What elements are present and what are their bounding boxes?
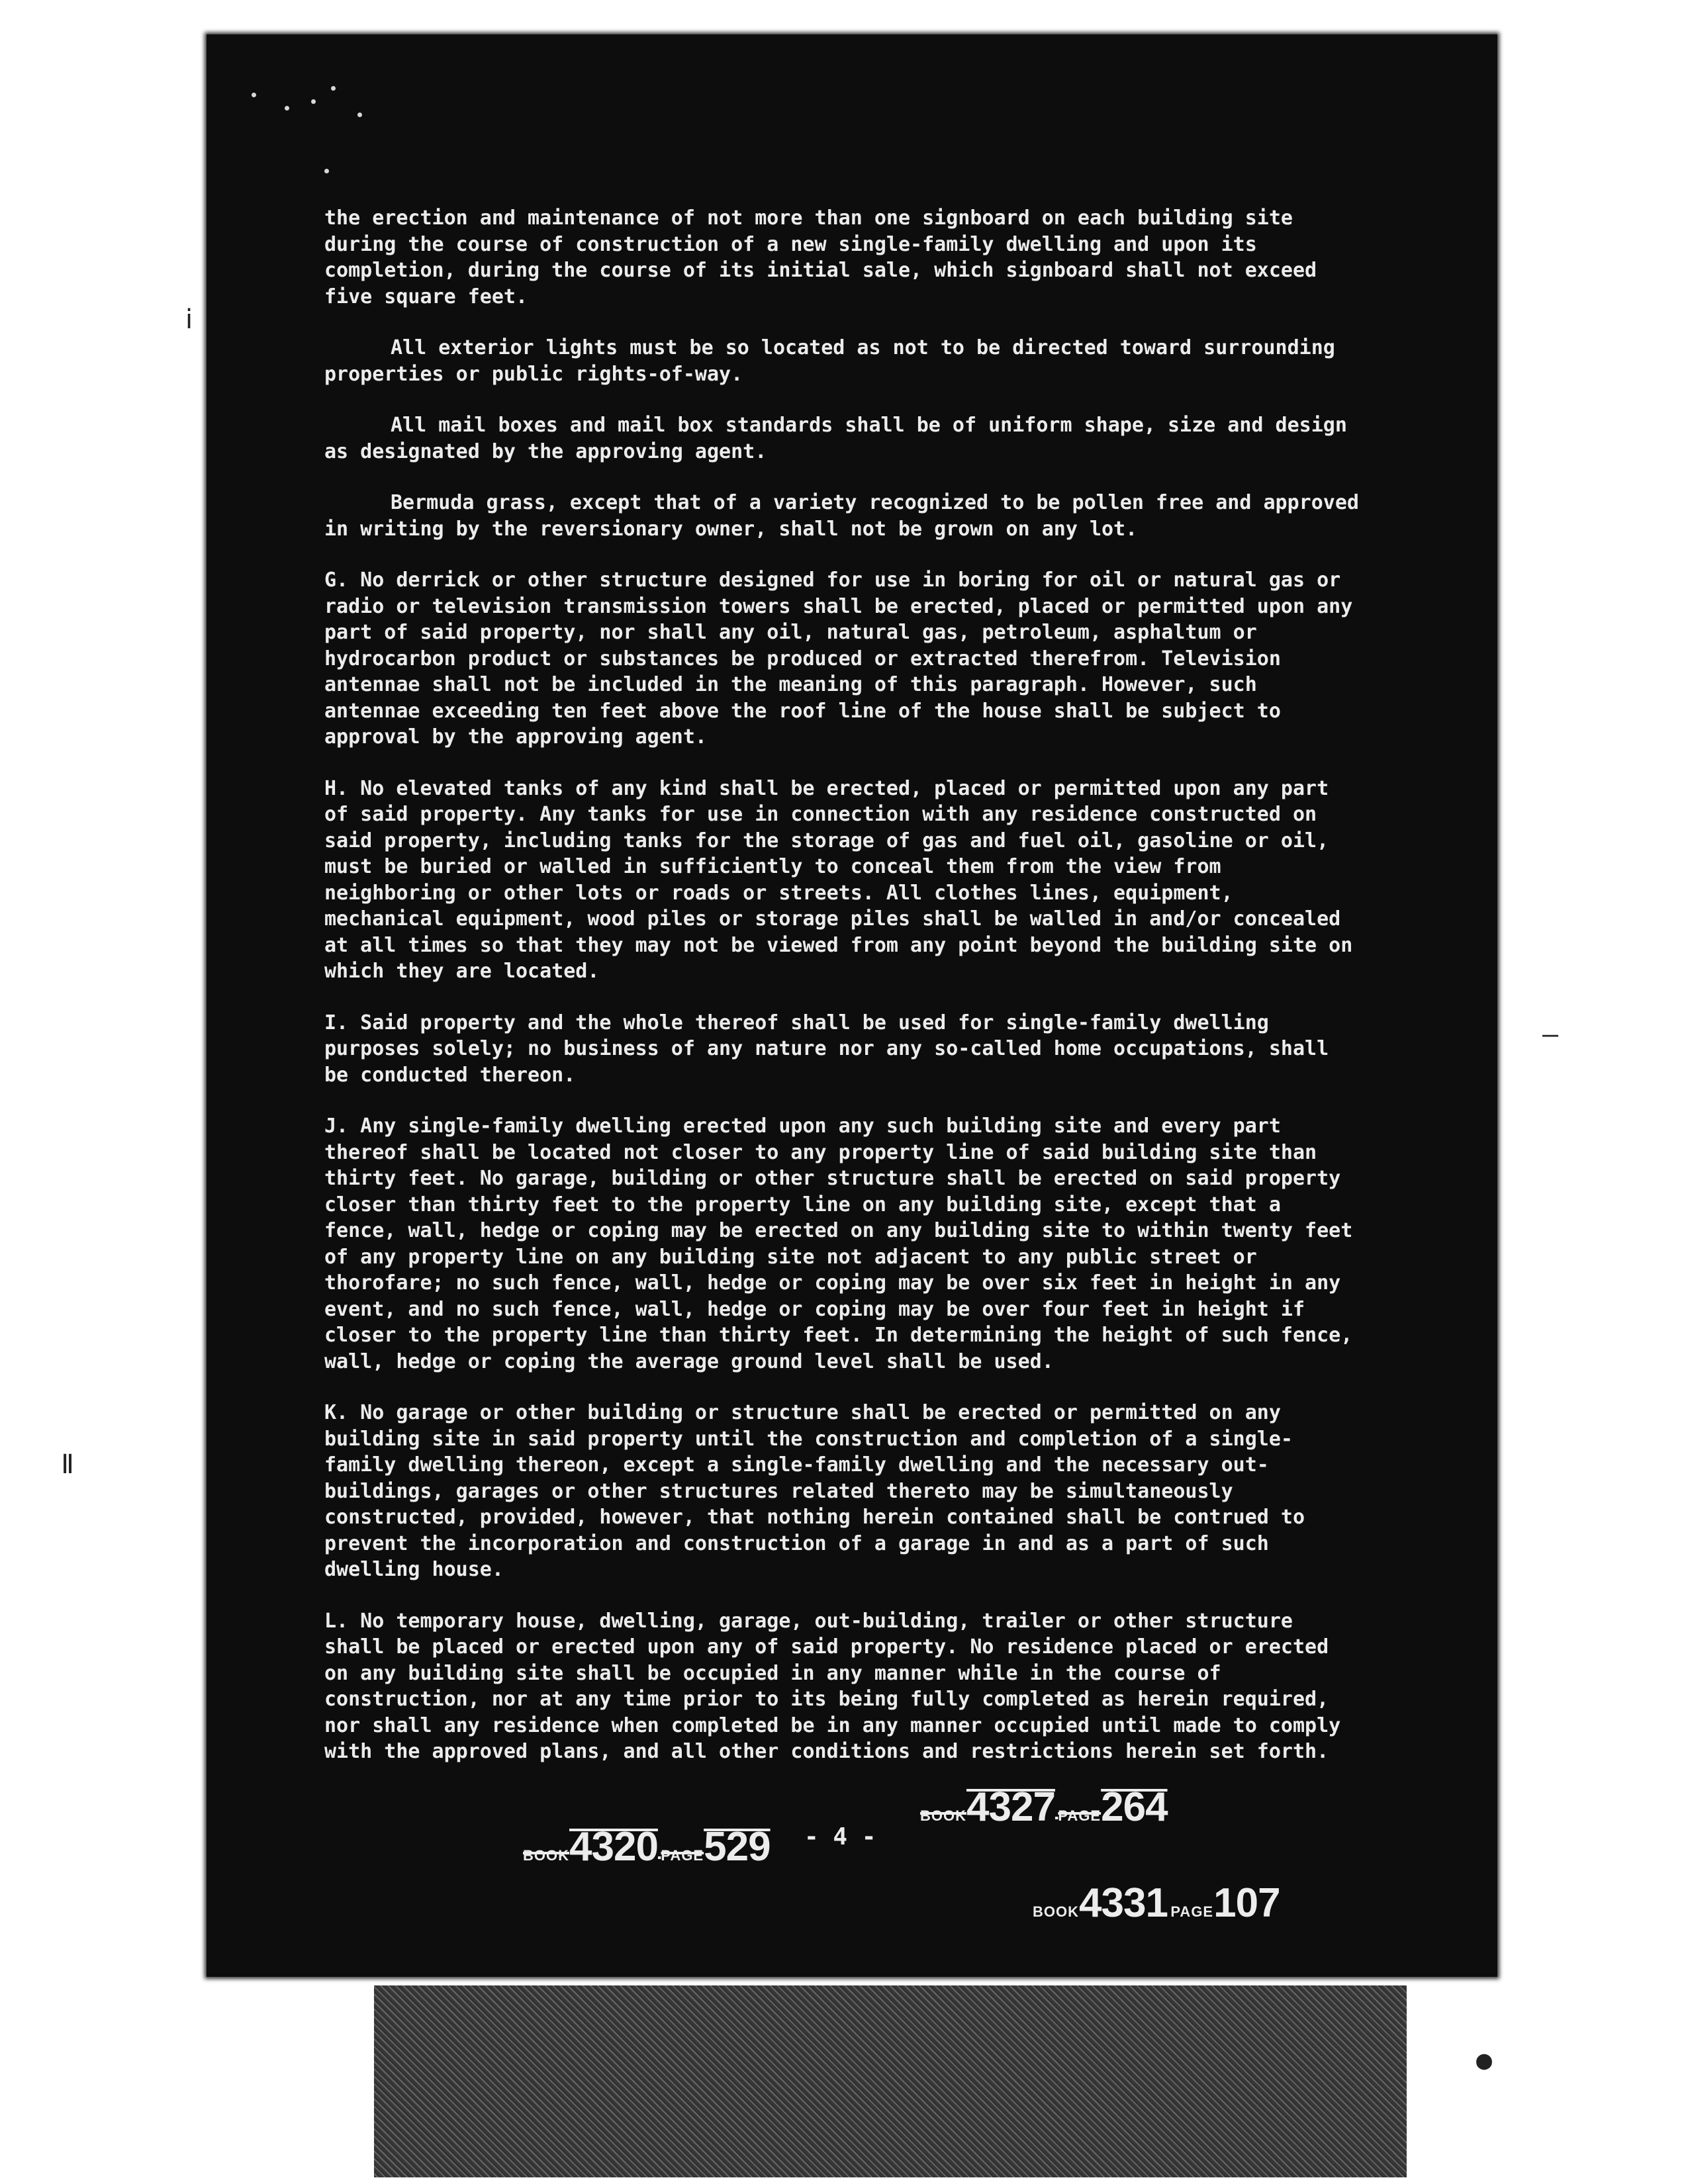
paragraph-i: I. Said property and the whole thereof shall be used for single-family dwelling purposes solely; no business of any nature nor any so-called home occupations, shall be conducted thereon. [324,1011,1329,1087]
scan-mark: ● [1476,2045,1493,2075]
book-page-stamp-crossed-1 [523,1823,771,1870]
book-page-stamp-crossed-2 [920,1784,1168,1831]
stamp-page-number: 264 [1101,1784,1168,1830]
speck [285,106,289,111]
scan-mark: ⅰ [185,304,193,335]
page-number: - 4 - [804,1823,876,1850]
scan-smudge [374,1985,1407,2177]
book-page-stamp-current [1033,1880,1280,1927]
speck [324,169,329,173]
stamp-page-label: PAGE [1170,1903,1214,1920]
paragraph-mail-boxes: All mail boxes and mail box standards shall be of uniform shape, size and design as designated by the approving agent. [324,414,1347,463]
paragraph-l: L. No temporary house, dwelling, garage, out-building, trailer or other structure shall be placed or erected upon any of said property. No residence placed or erected on any building site shall be occupied in any manner while in the course of construction, nor at any time prior to its being fully completed as herein required, nor shall any residence when completed be in any manner occupied until made to comply with the approved plans, and all other conditions and restrictions herein set forth. [324,1609,1341,1763]
paragraph-h: H. No elevated tanks of any kind shall be erected, placed or permitted upon any part of said property. Any tanks for use in connection with any residence constructed on said property, including tanks for the storage of gas and fuel oil, gasoline or oil, must be buried or walled in sufficiently to conceal them from the view from neighboring or other lots or roads or streets. All clothes lines, equipment, mechanical equipment, wood piles or storage piles shall be walled in and/or concealed at all times so that they may not be viewed from any point beyond the building site on which they are located. [324,776,1353,983]
paragraph-exterior-lights: All exterior lights must be so located as not to be directed toward surrounding properties or public rights-of-way. [324,336,1335,386]
scan-mark: ǁ [60,1449,76,1480]
stamp-book-label: BOOK [1033,1903,1079,1920]
speck [357,113,362,117]
stamp-page-number: 107 [1213,1880,1280,1926]
stamp-page-label: PAGE [661,1847,704,1864]
speck [331,86,336,91]
stamp-book-number: 4320 [569,1824,658,1870]
speck [252,93,256,97]
stamp-book-number: 4327 [966,1784,1055,1830]
stamp-book-label: BOOK [920,1807,966,1824]
paragraph-g: G. No derrick or other structure designed for use in boring for oil or natural gas or radio or television transmission towers shall be erected, placed or permitted upon any part of said property, nor shall any oil, natural gas, petroleum, asphaltum or hydrocarbon product or substances be produced or extracted therefrom. Television antennae shall not be included in the meaning of this paragraph. However, such antennae exceeding ten feet above the roof line of the house shall be subject to approval by the approving agent. [324,569,1353,749]
document-body [324,205,1364,1790]
stamp-book-number: 4331 [1079,1880,1168,1926]
speck [311,99,316,104]
stamp-book-label: BOOK [523,1847,569,1864]
stamp-page-number: 529 [704,1824,771,1870]
paragraph-j: J. Any single-family dwelling erected upon any such building site and every part thereof shall be located not closer to any property line of said building site than thirty feet. No garage, building or other structure shall be erected on said property closer than thirty feet to the property line on any building site, except that a fence, wall, hedge or coping may be erected on any building site to within twenty feet of any property line on any building site not adjacent to any public street or thorofare; no such fence, wall, hedge or coping may be over six feet in height in any event, and no such fence, wall, hedge or coping may be over four feet in height if closer to the property line than thirty feet. In determining the height of such fence, wall, hedge or coping the average ground level shall be used. [324,1115,1353,1373]
paragraph-k: K. No garage or other building or structure shall be erected or permitted on any building site in said property until the construction and completion of a single-family dwelling thereon, except a single-family dwelling and the necessary out-buildings, garages or other structures related thereto may be simultaneously constructed, provided, however, that nothing herein contained shall be contrued to prevent the incorporation and construction of a garage in and as a part of such dwelling house. [324,1401,1305,1581]
paragraph-signboard: the erection and maintenance of not more than one signboard on each building site during the course of construction of a new single-family dwelling and upon its completion, during the course of its initial sale, which signboard shall not exceed five square feet. [324,206,1317,308]
scan-mark: — [1542,1019,1559,1050]
paragraph-bermuda-grass: Bermuda grass, except that of a variety recognized to be pollen free and approved in writing by the reversionary owner, shall not be grown on any lot. [324,491,1359,541]
stamp-page-label: PAGE [1058,1807,1102,1824]
